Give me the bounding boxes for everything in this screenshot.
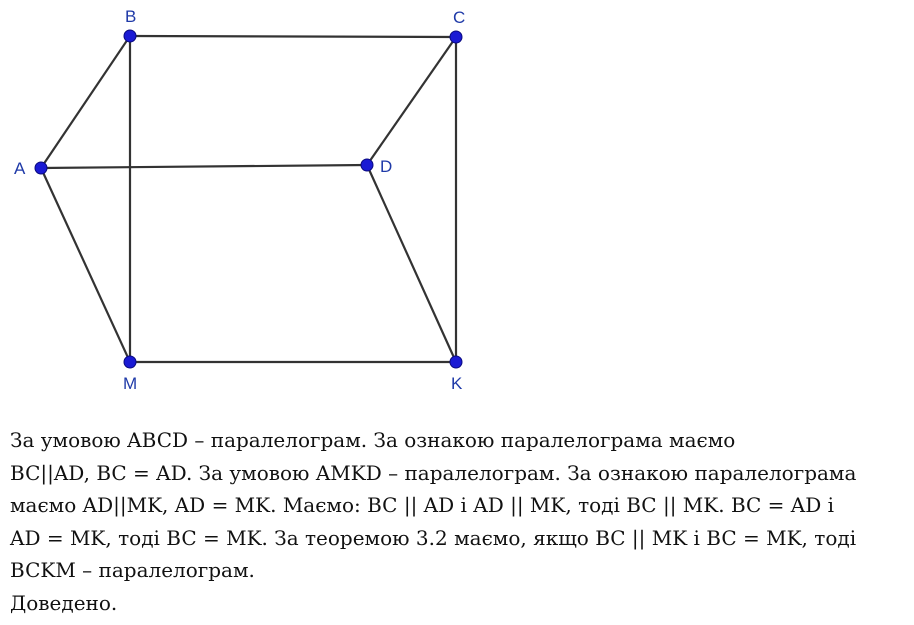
segment-bc [130, 36, 456, 37]
segment-ad [41, 165, 367, 168]
point-c [450, 31, 462, 43]
point-label-m: M [123, 374, 138, 393]
diagram-labels [14, 7, 465, 393]
segment-ab [41, 36, 130, 168]
point-label-a: A [14, 159, 26, 178]
solution-text [10, 424, 910, 619]
solution-line-2: BC||AD, BC = AD. За умовою AMKD – паралелограм. За ознакою паралелограма [10, 460, 857, 485]
point-m [124, 356, 136, 368]
point-label-c: C [453, 8, 466, 27]
solution-line-4: AD = MK, тоді BC = MK. За теоремою 3.2 маємо, якщо BC || MK і BC = MK, тоді [10, 525, 857, 550]
point-d [361, 159, 373, 171]
segment-cd [367, 37, 456, 165]
point-k [450, 356, 462, 368]
diagram-segments [41, 36, 456, 362]
point-label-k: K [451, 374, 463, 393]
solution-line-6: Доведено. [10, 590, 118, 615]
segment-am [41, 168, 130, 362]
point-a [35, 162, 47, 174]
solution-line-1: За умовою ABCD – паралелограм. За ознакою паралелограма маємо [10, 428, 736, 452]
solution-line-5: BCKM – паралелограм. [10, 558, 255, 582]
segment-dk [367, 165, 456, 362]
solution-line-3: маємо AD||MK, AD = MK. Маємо: BC || AD і AD || MK, тоді BC || MK. BC = AD і [10, 493, 835, 517]
point-label-b: B [125, 7, 137, 26]
point-label-d: D [380, 157, 393, 176]
point-b [124, 30, 136, 42]
